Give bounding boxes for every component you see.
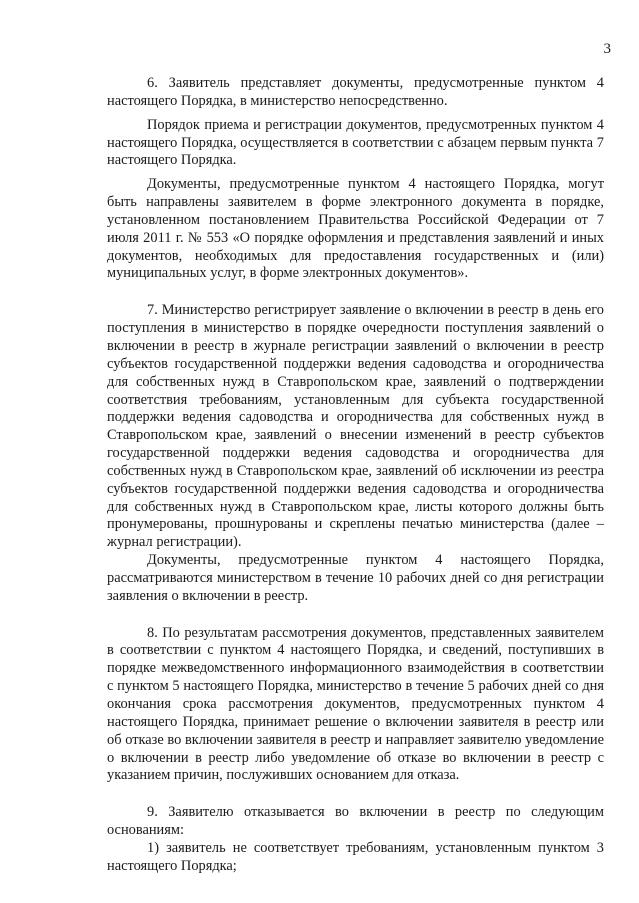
page-number: 3 (603, 41, 611, 57)
paragraph-7-review-period: Документы, предусмотренные пунктом 4 настоящего Порядка, рассматриваются министерством в течение 10 рабочих дней со дня регистрации заявления о включении в реестр. (107, 552, 604, 604)
paragraph-7: 7. Министерство регистрирует заявление о включении в реестр в день его поступления в министерство в порядке очередности поступления заявлений о включении в реестр в журнале регистрации заявлений о включении в реестр субъектов государственной поддержки ведения садоводства и огородничества для собственных нужд в Ставропольском крае, заявлений о подтверждении соответствия требованиям, установленным для субъекта государственной поддержки ведения садоводства и огородничества для собственных нужд в Ставропольском крае, заявлений о внесении изменений в реестр субъектов государственной поддержки ведения садоводства и огородничества для собственных нужд в Ставропольском крае, заявлений об исключении из реестра субъектов государственной поддержки ведения садоводства и огородничества для собственных нужд в Ставропольском крае, листы которого должны быть пронумерованы, прошнурованы и скреплены печатью министерства (далее – журнал регистрации). (107, 302, 604, 551)
paragraph-9: 9. Заявителю отказывается во включении в реестр по следующим основаниям: (107, 804, 604, 839)
paragraph-6-electronic-submission: Документы, предусмотренные пунктом 4 настоящего Порядка, могут быть направлены заявителем в форме электронного документа в порядке, установленном постановлением Правительства Российской Федерации от 7 июля 2011 г. № 553 «О порядке оформления и представления заявлений и иных документов, необходимых для предоставления государственных и (или) муниципальных услуг, в форме электронных документов». (107, 176, 604, 282)
paragraph-9-item-1: 1) заявитель не соответствует требованиям, установленным пунктом 3 настоящего Порядка; (107, 839, 604, 874)
document-body (107, 75, 604, 876)
paragraph-6-reception-order: Порядок приема и регистрации документов, предусмотренных пунктом 4 настоящего Порядка, осуществляется в соответствии с абзацем первым пункта 7 настоящего Порядка. (107, 116, 604, 169)
paragraph-8: 8. По результатам рассмотрения документов, представленных заявителем в соответствии с пунктом 4 настоящего Порядка, и сведений, поступивших в порядке межведомственного информационного взаимодействия в соответствии с пунктом 5 настоящего Порядка, министерство в течение 5 рабочих дней со дня окончания срока рассмотрения документов, предусмотренных пунктом 4 настоящего Порядка, принимает решение о включении заявителя в реестр или об отказе во включении заявителя в реестр и направляет заявителю уведомление о включении в реестр либо уведомление об отказе во включении в реестр с указанием причин, послуживших основанием для отказа. (107, 624, 604, 784)
paragraph-6: 6. Заявитель представляет документы, предусмотренные пунктом 4 настоящего Порядка, в министерство непосредственно. (107, 75, 604, 109)
